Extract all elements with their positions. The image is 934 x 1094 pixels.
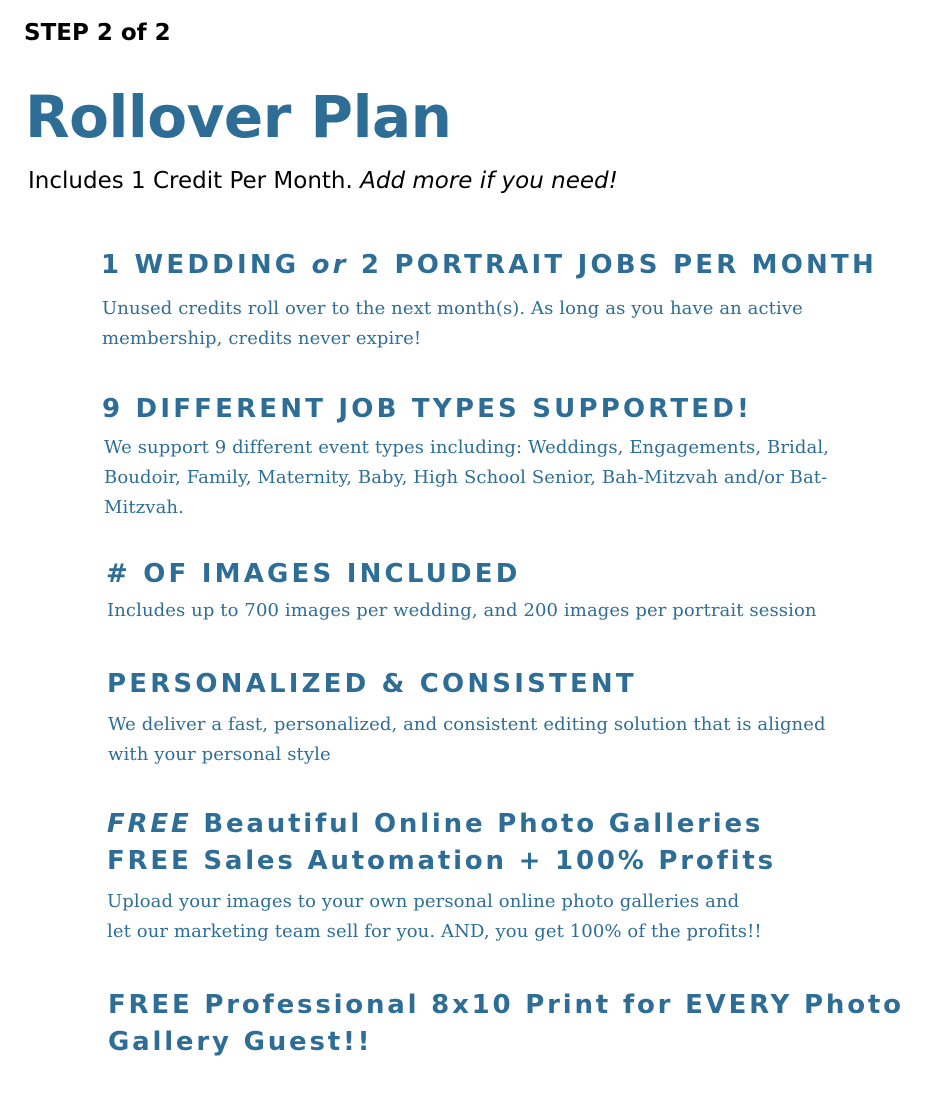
heading-line: Gallery Guest!!	[108, 1027, 373, 1057]
heading-line: FREE Sales Automation + 100% Profits	[107, 846, 776, 876]
heading-line: FREE Professional 8x10 Print for EVERY Photo	[108, 990, 904, 1020]
description-line: We deliver a fast, personalized, and consistent editing solution that is aligned	[108, 714, 826, 735]
feature-description-galleries	[107, 887, 907, 947]
step-label: STEP 2 of 2	[24, 20, 171, 46]
description-line: Boudoir, Family, Maternity, Baby, High School Senior, Bah-Mitzvah and/or Bat-	[104, 467, 828, 488]
feature-heading-job-types: 9 DIFFERENT JOB TYPES SUPPORTED!	[102, 394, 753, 424]
feature-description-personalized	[108, 710, 908, 770]
description-line: Mitzvah.	[104, 497, 184, 518]
description-line: We support 9 different event types including: Weddings, Engagements, Bridal,	[104, 437, 830, 458]
feature-heading-italic: FREE	[107, 809, 192, 839]
plan-subtitle-regular: Includes 1 Credit Per Month.	[28, 168, 361, 194]
feature-description-job-types	[104, 433, 914, 523]
plan-subtitle-italic: Add more if you need!	[360, 168, 618, 194]
feature-heading-italic: or	[311, 250, 349, 280]
feature-description-images-included	[107, 596, 907, 626]
feature-heading-personalized: PERSONALIZED & CONSISTENT	[107, 669, 637, 699]
plan-title: Rollover Plan	[25, 83, 452, 151]
description-line: Unused credits roll over to the next month(s). As long as you have an active	[102, 298, 803, 319]
feature-heading-images-included: # OF IMAGES INCLUDED	[106, 559, 521, 589]
description-line: membership, credits never expire!	[102, 328, 422, 349]
heading-line	[107, 806, 776, 843]
feature-heading-galleries	[107, 806, 776, 880]
description-line: Includes up to 700 images per wedding, and 200 images per portrait session	[107, 600, 817, 621]
feature-description-jobs-per-month	[102, 294, 892, 354]
feature-heading-free-print	[108, 987, 908, 1061]
description-line: Upload your images to your own personal online photo galleries and	[107, 891, 740, 912]
plan-subtitle	[28, 168, 618, 194]
description-line: with your personal style	[108, 744, 331, 765]
feature-heading-jobs-per-month	[101, 247, 877, 284]
feature-heading-part: 2 PORTRAIT JOBS PER MONTH	[348, 250, 877, 280]
feature-heading-part: 1 WEDDING	[101, 250, 312, 280]
description-line: let our marketing team sell for you. AND, you get 100% of the profits!!	[107, 921, 762, 942]
feature-heading-part: Beautiful Online Photo Galleries	[191, 809, 764, 839]
